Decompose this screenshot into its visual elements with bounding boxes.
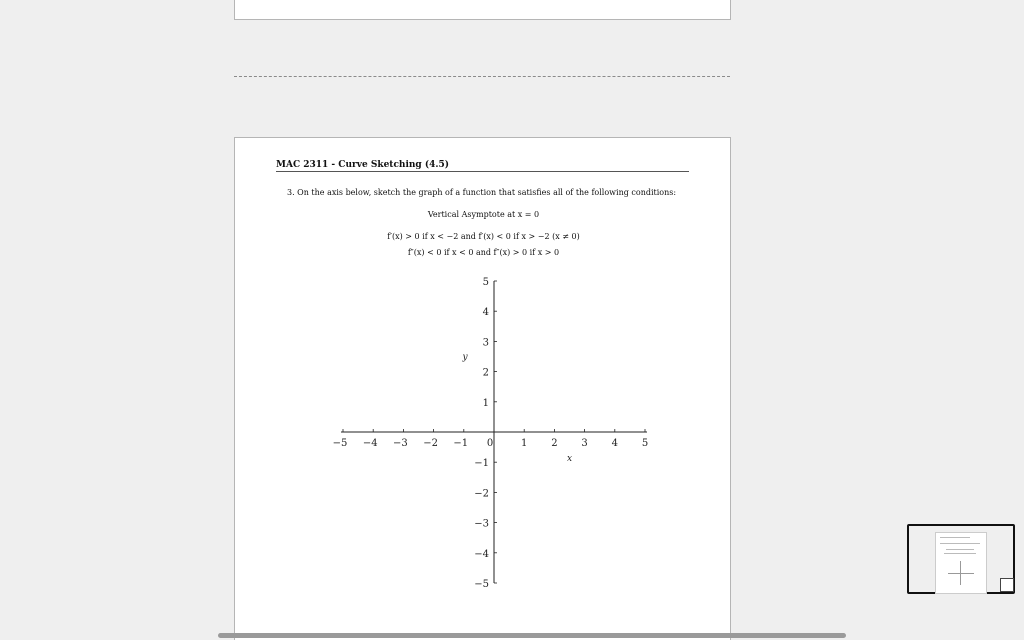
viewport-frame-icon[interactable] (1000, 578, 1014, 592)
coordinate-axes-chart (235, 138, 732, 640)
previous-page (234, 0, 731, 20)
y-tick-label: −3 (474, 518, 489, 530)
current-page (234, 137, 731, 640)
y-tick-label: −2 (474, 488, 489, 500)
x-tick-label: 1 (521, 438, 528, 449)
x-tick-label: −4 (362, 438, 378, 449)
x-tick-label: −2 (423, 438, 438, 449)
page-break-divider (234, 76, 730, 77)
y-tick-label: −5 (474, 579, 489, 590)
page-header-title: MAC 2311 - Curve Sketching (4.5) (276, 160, 689, 172)
y-tick-label: −4 (474, 548, 489, 560)
y-tick-label: 4 (482, 307, 489, 319)
x-tick-label: −5 (332, 438, 348, 449)
y-tick-label: 2 (482, 367, 489, 379)
horizontal-scrollbar[interactable] (218, 633, 846, 638)
x-tick-label: −3 (393, 438, 408, 449)
y-tick-label: −1 (474, 458, 489, 470)
condition-first-derivative: f′(x) > 0 if x < −2 and f′(x) < 0 if x > −2 (x ≠ 0) (387, 232, 580, 241)
x-tick-label: 2 (551, 438, 558, 449)
x-axis-label: x (566, 454, 573, 464)
y-tick-label: 5 (482, 277, 489, 288)
condition-vertical-asymptote: Vertical Asymptote at x = 0 (427, 210, 540, 219)
y-axis-label: y (462, 352, 468, 363)
page-thumbnail-navigator[interactable] (907, 524, 1015, 594)
x-tick-label: 4 (611, 438, 618, 449)
page-thumbnail-icon (935, 532, 987, 594)
x-tick-label: 3 (581, 438, 588, 449)
y-tick-label: 1 (482, 397, 489, 409)
x-tick-label: 0 (486, 438, 494, 449)
x-tick-label: 5 (641, 438, 649, 449)
problem-statement: 3. On the axis below, sketch the graph of a function that satisfies all of the following conditions: (287, 188, 677, 197)
condition-second-derivative: f″(x) < 0 if x < 0 and f″(x) > 0 if x > 0 (407, 248, 560, 257)
x-tick-label: −1 (453, 438, 469, 449)
y-tick-label: 3 (482, 337, 489, 349)
